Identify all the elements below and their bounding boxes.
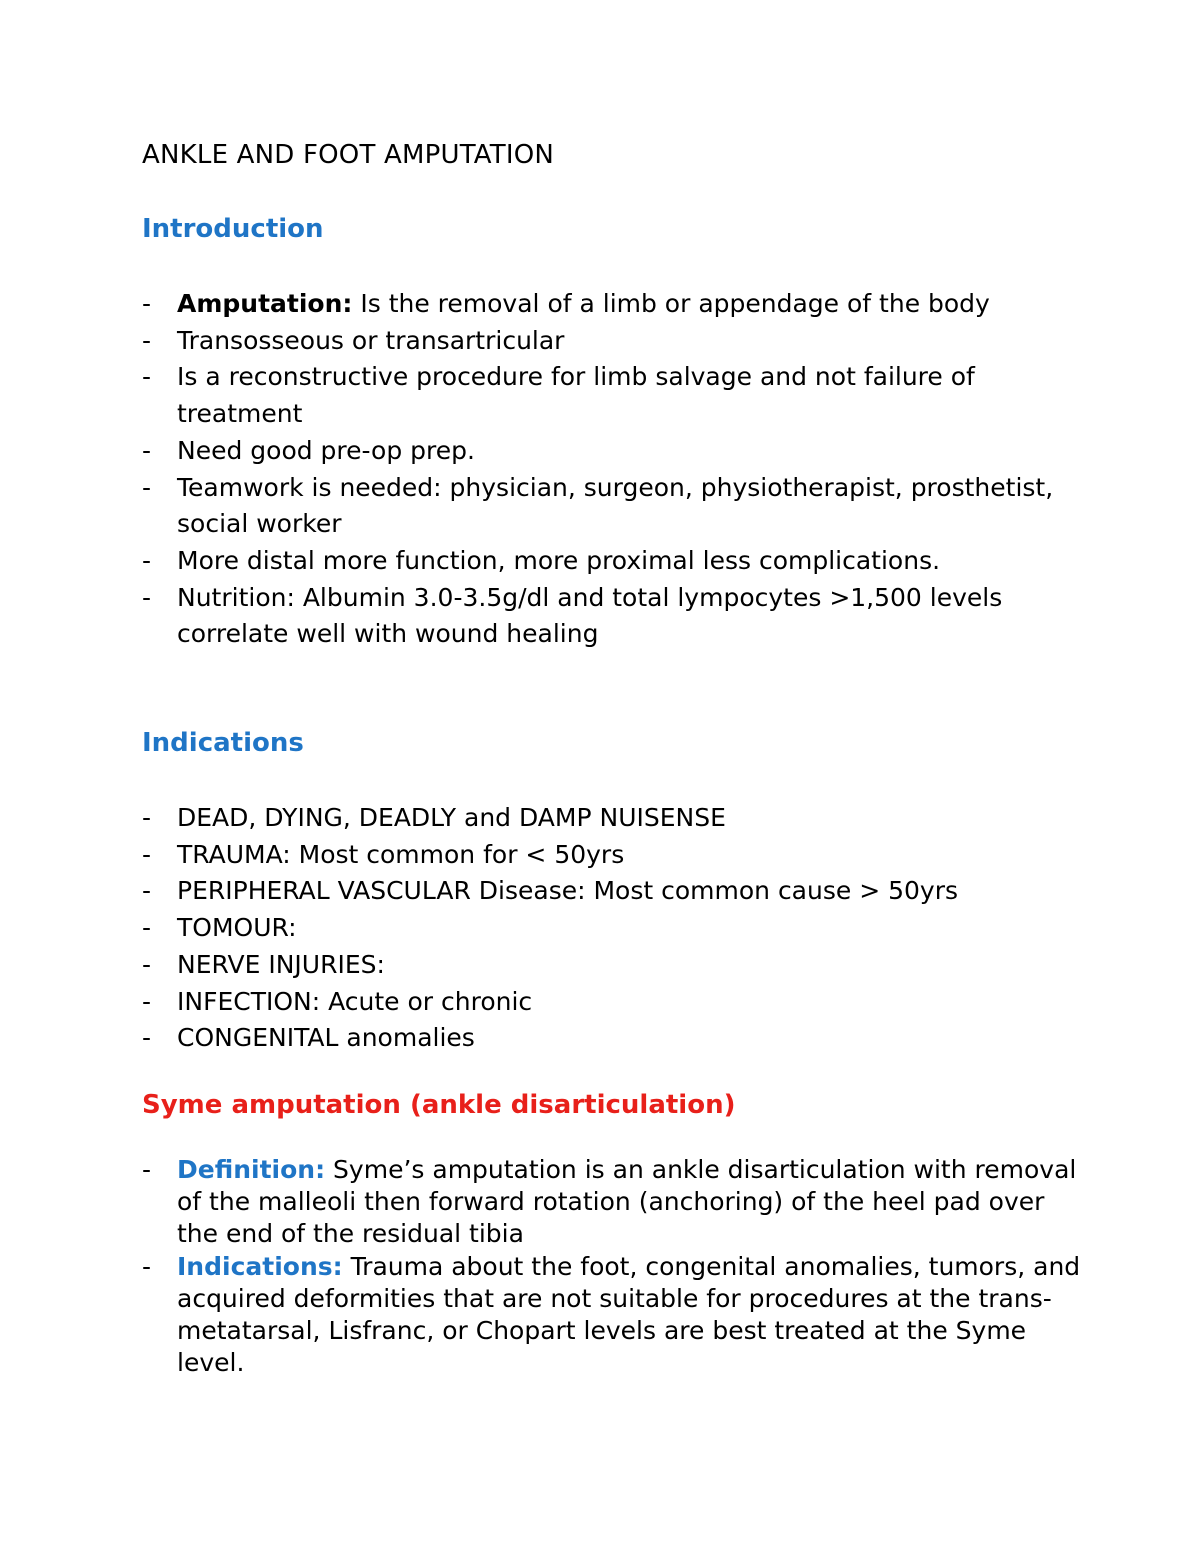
indications-heading: Indications	[142, 728, 304, 758]
item-text: More distal more function, more proximal less complications.	[177, 545, 941, 575]
indications-list	[142, 800, 1082, 1057]
bullet-dash: -	[142, 913, 152, 943]
item-text: TRAUMA: Most common for < 50yrs	[177, 839, 625, 869]
bullet-dash: -	[142, 325, 152, 355]
item-text: NERVE INJURIES:	[177, 949, 385, 979]
bullet-dash: -	[142, 545, 152, 575]
bullet-dash: -	[142, 582, 152, 612]
list-item	[142, 1020, 1082, 1057]
bullet-dash: -	[142, 435, 152, 465]
item-text: Trauma about the foot, congenital anomalies, tumors, and acquired deformities that are not suitable for procedures at the trans-metatarsal, Lisfranc, or Chopart levels are best treated at the Syme level.	[177, 1251, 1081, 1378]
list-item	[142, 286, 1082, 323]
item-term: Definition:	[177, 1155, 326, 1184]
bullet-dash: -	[142, 803, 152, 832]
bullet-dash: -	[142, 289, 152, 318]
item-text: Transosseous or transartricular	[177, 325, 565, 355]
item-text: TOMOUR:	[177, 913, 297, 943]
item-text: CONGENITAL anomalies	[177, 1023, 475, 1053]
item-text: Is the removal of a limb or appendage of the body	[352, 289, 990, 318]
item-term: Indications:	[177, 1251, 343, 1281]
list-item	[142, 580, 1082, 653]
list-item	[142, 470, 1082, 543]
item-term: Amputation:	[177, 289, 353, 318]
bullet-dash: -	[142, 839, 152, 869]
list-item	[142, 323, 1082, 360]
item-text: Need good pre-op prep.	[177, 435, 475, 465]
bullet-dash: -	[142, 362, 152, 392]
list-item	[142, 433, 1082, 470]
document-title: ANKLE AND FOOT AMPUTATION	[142, 140, 555, 170]
item-text: PERIPHERAL VASCULAR Disease: Most common cause > 50yrs	[177, 876, 959, 906]
bullet-dash: -	[142, 949, 152, 979]
bullet-dash: -	[142, 986, 152, 1016]
list-item	[142, 1154, 1082, 1251]
item-text: DEAD, DYING, DEADLY and DAMP NUISENSE	[177, 803, 726, 832]
item-text: Syme’s amputation is an ankle disarticulation with removal of the malleoli then forward rotation (anchoring) of the heel pad over the end of the residual tibia	[177, 1155, 1077, 1249]
bullet-dash: -	[142, 472, 152, 502]
syme-list	[142, 1154, 1082, 1379]
bullet-dash: -	[142, 876, 152, 906]
item-text: INFECTION: Acute or chronic	[177, 986, 533, 1016]
list-item	[142, 837, 1082, 874]
list-item	[142, 1251, 1082, 1380]
bullet-dash: -	[142, 1155, 152, 1184]
syme-heading: Syme amputation (ankle disarticulation)	[142, 1090, 736, 1120]
item-text: Nutrition: Albumin 3.0-3.5g/dl and total lympocytes >1,500 levels correlate well with wound healing	[177, 582, 1003, 649]
list-item	[142, 543, 1082, 580]
bullet-dash: -	[142, 1251, 152, 1281]
item-text: Teamwork is needed: physician, surgeon, physiotherapist, prosthetist, social worker	[177, 472, 1054, 539]
list-item	[142, 359, 1082, 432]
introduction-heading: Introduction	[142, 214, 324, 244]
list-item	[142, 910, 1082, 947]
list-item	[142, 947, 1082, 984]
introduction-list	[142, 286, 1082, 653]
bullet-dash: -	[142, 1023, 152, 1053]
list-item	[142, 800, 1082, 837]
list-item	[142, 873, 1082, 910]
list-item	[142, 984, 1082, 1021]
item-text: Is a reconstructive procedure for limb salvage and not failure of treatment	[177, 362, 975, 429]
